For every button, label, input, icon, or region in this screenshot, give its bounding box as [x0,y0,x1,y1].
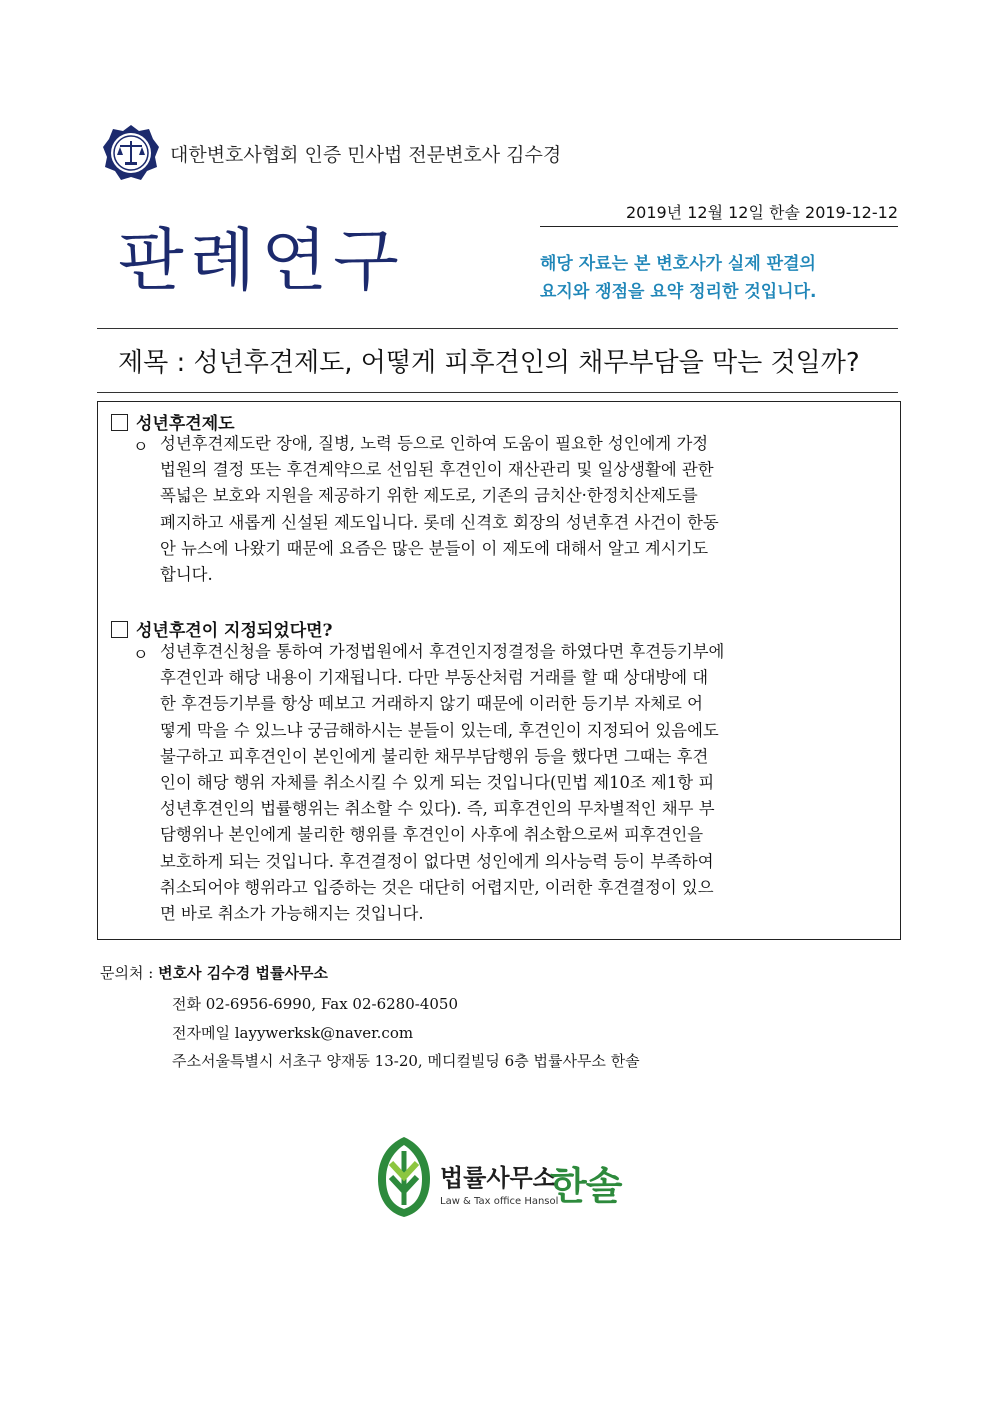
body-line: 폐지하고 새롭게 신설된 제도입니다. 롯데 신격호 회장의 성년후견 사건이 한동 [160,512,719,532]
address: 주소서울특별시 서초구 양재동 13-20, 메디컬빌딩 6층 법률사무소 한솔 [172,1052,640,1070]
body-line: 취소되어야 행위라고 입증하는 것은 대단히 어렵지만, 이러한 후견결정이 있으 [160,877,714,897]
section-heading-text: 성년후견이 지정되었다면? [136,621,333,641]
body-line: 인이 해당 행위 자체를 취소시킬 수 있게 되는 것입니다(민법 제10조 제1항 피 [160,773,715,793]
section-heading [111,616,333,641]
checkbox-square-icon [111,414,128,431]
body-line: 성년후견제도란 장애, 질병, 노력 등으로 인하여 도움이 필요한 성인에게 가정 [160,434,709,453]
body-line: 불구하고 피후견인이 본인에게 불리한 채무부담행위 등을 했다면 그때는 후견 [160,746,709,766]
logo-firm-label: 법률사무소 [440,1164,556,1192]
association-name: 대한변호사협회 인증 민사법 전문변호사 김수경 [170,144,562,166]
logo-english-name: Law & Tax office Hansol [440,1196,559,1207]
body-line: 보호하게 되는 것입니다. 후견결정이 없다면 성인에게 의사능력 등이 부족하여 [160,851,714,871]
body-line: 한 후견등기부를 항상 떼보고 거래하지 않기 때문에 이러한 등기부 자체로 어 [160,694,703,714]
section-heading-text: 성년후견제도 [136,414,235,434]
firm-name: 변호사 김수경 법률사무소 [158,964,328,982]
document-title: 판례연구 [118,222,405,301]
contact-heading [100,962,328,983]
notice-line: 해당 자료는 본 변호사가 실제 판결의 [540,254,816,274]
email[interactable]: 전자메일 layywerksk@naver.com [172,1024,414,1042]
body-line: 후견인과 해당 내용이 기재됩니다. 다만 부동산처럼 거래를 할 때 상대방에 대 [160,668,709,688]
body-line: 성년후견신청을 통하여 가정법원에서 후견인지정결정을 하였다면 후견등기부에 [160,642,725,661]
body-line: 성년후견인의 법률행위는 취소할 수 있다). 즉, 피후견인의 무차별적인 채무 부 [160,799,715,819]
hansol-logo-icon [376,1135,432,1219]
body-line: 떻게 막을 수 있느냐 궁금해하시는 분들이 있는데, 후견인이 지정되어 있음에도 [160,720,719,740]
contact-label: 문의처 : [100,964,154,982]
notice-line: 요지와 쟁점을 요약 정리한 것입니다. [540,282,817,302]
logo-brand-name: 한솔 [550,1164,622,1208]
body-line: 합니다. [160,565,213,585]
bullet-icon: ㅇ [133,437,149,456]
bar-association-seal [101,123,161,183]
notice-text [540,250,816,306]
body-line: 안 뉴스에 나왔기 때문에 요즘은 많은 분들이 이 제도에 대해서 알고 계시기도 [160,538,709,558]
divider [97,328,898,329]
body-line: 담행위나 본인에게 불리한 행위를 후견인이 사후에 취소함으로써 피후견인을 [160,825,704,845]
date-line: 2019년 12월 12일 한솔 2019-12-12 [540,200,898,227]
section-body [160,431,896,588]
section-body [160,639,896,927]
body-line: 면 바로 취소가 가능해지는 것입니다. [160,904,424,924]
subject-line: 제목 : 성년후견제도, 어떻게 피후견인의 채무부담을 막는 것일까? [118,348,860,378]
body-line: 폭넓은 보호와 지원을 제공하기 위한 제도로, 기존의 금치산·한정치산제도를 [160,486,698,506]
divider [97,392,898,393]
bullet-icon: ㅇ [133,645,149,664]
checkbox-square-icon [111,621,128,638]
phone-fax: 전화 02-6956-6990, Fax 02-6280-4050 [172,995,458,1013]
body-line: 법원의 결정 또는 후견계약으로 선임된 후견인이 재산관리 및 일상생활에 관한 [160,460,714,480]
